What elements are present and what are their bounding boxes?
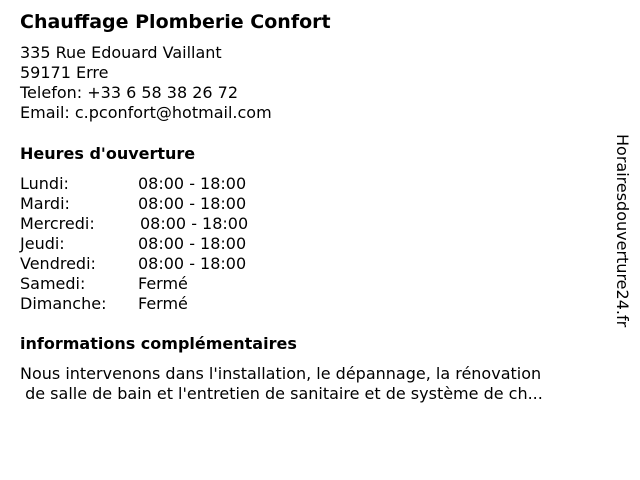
opening-hours-list bbox=[20, 174, 320, 314]
hours-row-samedi bbox=[20, 274, 320, 294]
info-heading: informations complémentaires bbox=[20, 334, 297, 353]
business-contact bbox=[20, 43, 272, 123]
time-value: 08:00 - 18:00 bbox=[138, 194, 247, 213]
business-name: Chauffage Plomberie Confort bbox=[20, 11, 331, 33]
site-watermark: Horairesdouverture24.fr bbox=[613, 134, 632, 328]
day-label: Dimanche: bbox=[20, 294, 107, 313]
hours-row-vendredi bbox=[20, 254, 320, 274]
phone-number: Telefon: +33 6 58 38 26 72 bbox=[20, 83, 239, 102]
time-value: 08:00 - 18:00 bbox=[140, 214, 249, 233]
time-value: 08:00 - 18:00 bbox=[138, 254, 247, 273]
info-description bbox=[20, 364, 600, 404]
email-address: Email: c.pconfort@hotmail.com bbox=[20, 103, 272, 122]
city-postal: 59171 Erre bbox=[20, 63, 109, 82]
time-value: Fermé bbox=[138, 294, 188, 313]
street-address: 335 Rue Edouard Vaillant bbox=[20, 43, 222, 62]
time-value: Fermé bbox=[138, 274, 188, 293]
hours-heading: Heures d'ouverture bbox=[20, 144, 196, 163]
day-label: Vendredi: bbox=[20, 254, 96, 273]
day-label: Mercredi: bbox=[20, 214, 95, 233]
time-value: 08:00 - 18:00 bbox=[138, 174, 247, 193]
day-label: Jeudi: bbox=[20, 234, 65, 253]
day-label: Mardi: bbox=[20, 194, 70, 213]
hours-row-dimanche bbox=[20, 294, 320, 314]
time-value: 08:00 - 18:00 bbox=[138, 234, 247, 253]
description-line: Nous intervenons dans l'installation, le dépannage, la rénovation bbox=[20, 364, 542, 383]
hours-row-mardi bbox=[20, 194, 320, 214]
hours-row-lundi bbox=[20, 174, 320, 194]
description-line: de salle de bain et l'entretien de sanitaire et de système de ch... bbox=[20, 384, 543, 403]
day-label: Lundi: bbox=[20, 174, 69, 193]
hours-row-jeudi bbox=[20, 234, 320, 254]
hours-row-mercredi bbox=[20, 214, 320, 234]
day-label: Samedi: bbox=[20, 274, 86, 293]
